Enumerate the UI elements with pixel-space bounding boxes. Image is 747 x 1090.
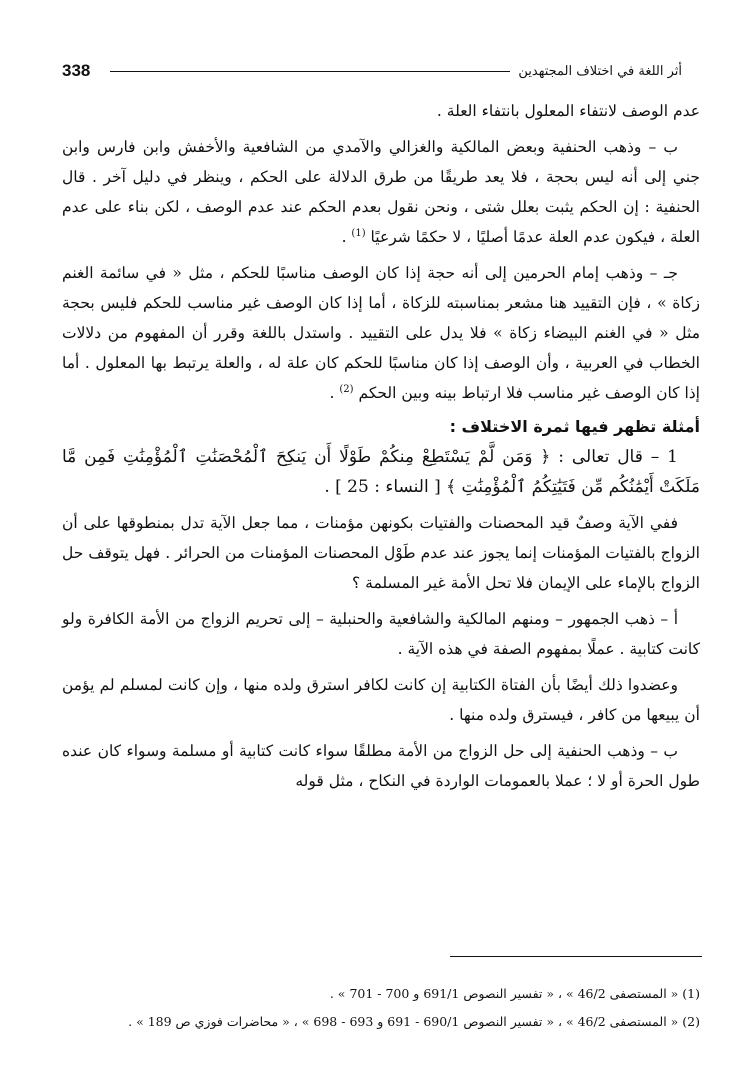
- footnotes: [62, 980, 700, 1036]
- paragraph-text: جـ – وذهب إمام الحرمين إلى أنه حجة إذا كان الوصف مناسبًا للحكم ، مثل « في سائمة الغنم زكاة » ، فإن التقييد هنا مشعر بمناسبته للزكاة ، أما إذا كان الوصف غير مناسب للحكم فليس بحجة مثل « في الغنم البيضاء زكاة » فلا يدل على التقييد . واستدل باللغة وقرر أن المفهوم من دلالات الخطاب في العربية ، وأن الوصف إذا كان مناسبًا للحكم كان علة له ، والعلة يرتبط بها المعلول . أما إذا كان الوصف غير مناسب فلا ارتباط بينه وبين الحكم: [62, 264, 700, 402]
- paragraph-end: .: [341, 228, 352, 246]
- paragraph-hanafi-view: [62, 132, 700, 252]
- paragraph-majority-view: أ – ذهب الجمهور – ومنهم المالكية والشافعية والحنبلية – إلى تحريم الزواج من الأمة الكافرة ولو كانت كتابية . عملًا بمفهوم الصفة في هذه الآية .: [62, 610, 700, 658]
- paragraph-imam-haramayn: [62, 258, 700, 408]
- paragraph-end: .: [329, 384, 340, 402]
- footnote-separator: [450, 956, 702, 957]
- footnote-1: (1) « المستصفى 46/2 » ، « تفسير النصوص 691/1 و 700 - 701 » .: [329, 986, 700, 1001]
- paragraph-continuation: عدم الوصف لانتفاء المعلول بانتفاء العلة .: [436, 102, 700, 120]
- main-text: [62, 96, 700, 796]
- section-heading: أمثلة تظهر فيها ثمرة الاختلاف :: [449, 417, 700, 436]
- running-header: [62, 56, 682, 86]
- paragraph-support: وعضدوا ذلك أيضًا بأن الفتاة الكتابية إن كانت لكافر استرق ولده منها ، وإن كانت لمسلم لم يؤمن أن يبيعها من كافر ، فيسترق ولده منها .: [62, 676, 700, 724]
- footnote-ref-2: (2): [339, 383, 354, 395]
- header-rule: [110, 71, 510, 72]
- paragraph-verse-explanation: ففي الآية وصفٌ قيد المحصنات والفتيات بكونهن مؤمنات ، مما جعل الآية تدل بمنطوقها على أن الزواج بالفتيات المؤمنات إنما يجوز عند عدم طَوْل المحصنات المؤمنات من الحرائر . فهل يتوقف حل الزواج بالإماء على الإيمان فلا تحل الأمة غير المسلمة ؟: [62, 514, 700, 592]
- footnote-ref-1: (1): [351, 227, 366, 239]
- page-number: 338: [62, 61, 91, 80]
- paragraph-hanafi-permit: ب – وذهب الحنفية إلى حل الزواج من الأمة مطلقًا سواء كانت كتابية أو مسلمة وسواء كان عنده طول الحرة أو لا ؛ عملا بالعمومات الواردة في النكاح ، مثل قوله: [62, 742, 700, 790]
- paragraph-text: ب – وذهب الحنفية وبعض المالكية والغزالي والآمدي من الشافعية والأخفش وابن فارس وابن جني إلى أنه ليس بحجة ، فلا يعد طريقًا من طرق الدلالة على الحكم ، وينظر في دليل آخر . قال الحنفية : إن الحكم يثبت بعلل شتى ، ونحن نقول بعدم الحكم عند عدم الوصف ، لكن بناء على عدم العلة ، فيكون عدم العلة عدمًا أصليًا ، لا حكمًا شرعيًا: [62, 138, 700, 246]
- footnote-2: (2) « المستصفى 46/2 » ، « تفسير النصوص 690/1 - 691 و 693 - 698 » ، « محاضرات فوزي ص 189 » .: [128, 1014, 700, 1029]
- running-title: أثر اللغة في اختلاف المجتهدين: [518, 63, 682, 79]
- paragraph-verse: 1 – قال تعالى : ﴿ وَمَن لَّمْ يَسْتَطِعْ مِنكُمْ طَوْلًا أَن يَنكِحَ ٱلْمُحْصَنَٰتِ ٱلْمُؤْمِنَٰتِ فَمِن مَّا مَلَكَتْ أَيْمَٰنُكُم مِّن فَتَيَٰتِكُمُ ٱلْمُؤْمِنَٰتِ ﴾ [ النساء : 25 ] .: [62, 447, 700, 497]
